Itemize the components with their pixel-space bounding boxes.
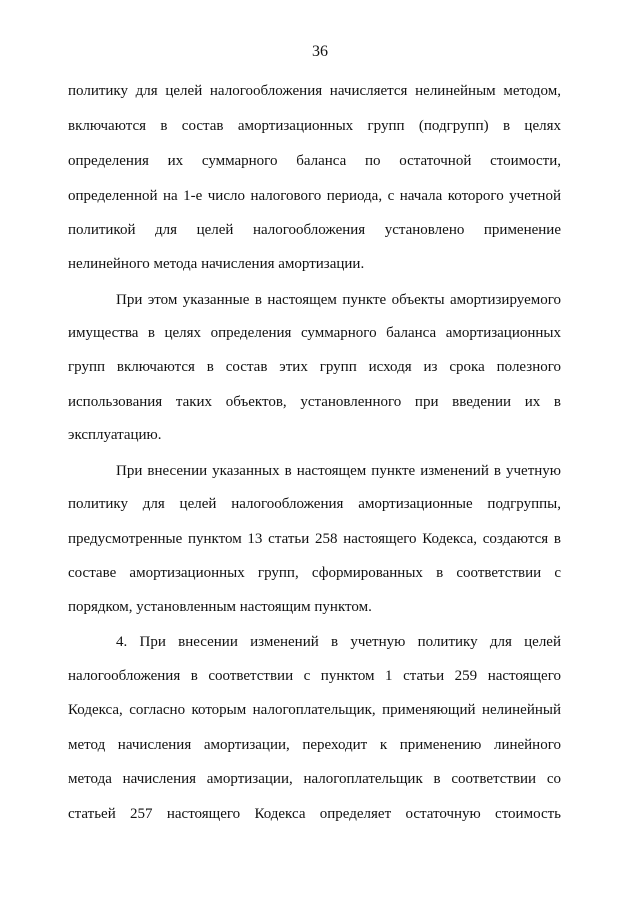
text-line: политику для целей налогообложения начисляется нелинейным методом, <box>68 83 561 99</box>
text-line: политикой для целей налогообложения установлено применение <box>68 222 561 238</box>
text-line: статьей 257 настоящего Кодекса определяет остаточную стоимость <box>68 806 561 822</box>
text-line: политику для целей налогообложения амортизационные подгруппы, <box>68 496 561 512</box>
text-line: определенной на 1-е число налогового периода, с начала которого учетной <box>68 188 561 204</box>
text-line: включаются в состав амортизационных групп (подгрупп) в целях <box>68 118 561 134</box>
text-line: налогообложения в соответствии с пунктом 1 статьи 259 настоящего <box>68 668 561 684</box>
text-line: предусмотренные пунктом 13 статьи 258 настоящего Кодекса, создаются в <box>68 531 561 547</box>
text-line: метод начисления амортизации, переходит к применению линейного <box>68 737 561 753</box>
text-line: Кодекса, согласно которым налогоплательщик, применяющий нелинейный <box>68 702 561 718</box>
text-line: эксплуатацию. <box>68 427 162 443</box>
text-line: имущества в целях определения суммарного баланса амортизационных <box>68 325 561 341</box>
text-line: При этом указанные в настоящем пункте объекты амортизируемого <box>116 292 561 308</box>
text-line: составе амортизационных групп, сформированных в соответствии с <box>68 565 561 581</box>
text-line: При внесении указанных в настоящем пункте изменений в учетную <box>116 463 561 479</box>
text-line: порядком, установленным настоящим пунктом. <box>68 599 372 615</box>
text-line: использования таких объектов, установленного при введении их в <box>68 394 561 410</box>
text-line: нелинейного метода начисления амортизации. <box>68 256 365 272</box>
page-number: 36 <box>312 43 328 60</box>
text-line: метода начисления амортизации, налогоплательщик в соответствии со <box>68 771 561 787</box>
text-line: групп включаются в состав этих групп исходя из срока полезного <box>68 359 561 375</box>
text-line: определения их суммарного баланса по остаточной стоимости, <box>68 153 561 169</box>
text-line: 4. При внесении изменений в учетную политику для целей <box>116 634 561 650</box>
